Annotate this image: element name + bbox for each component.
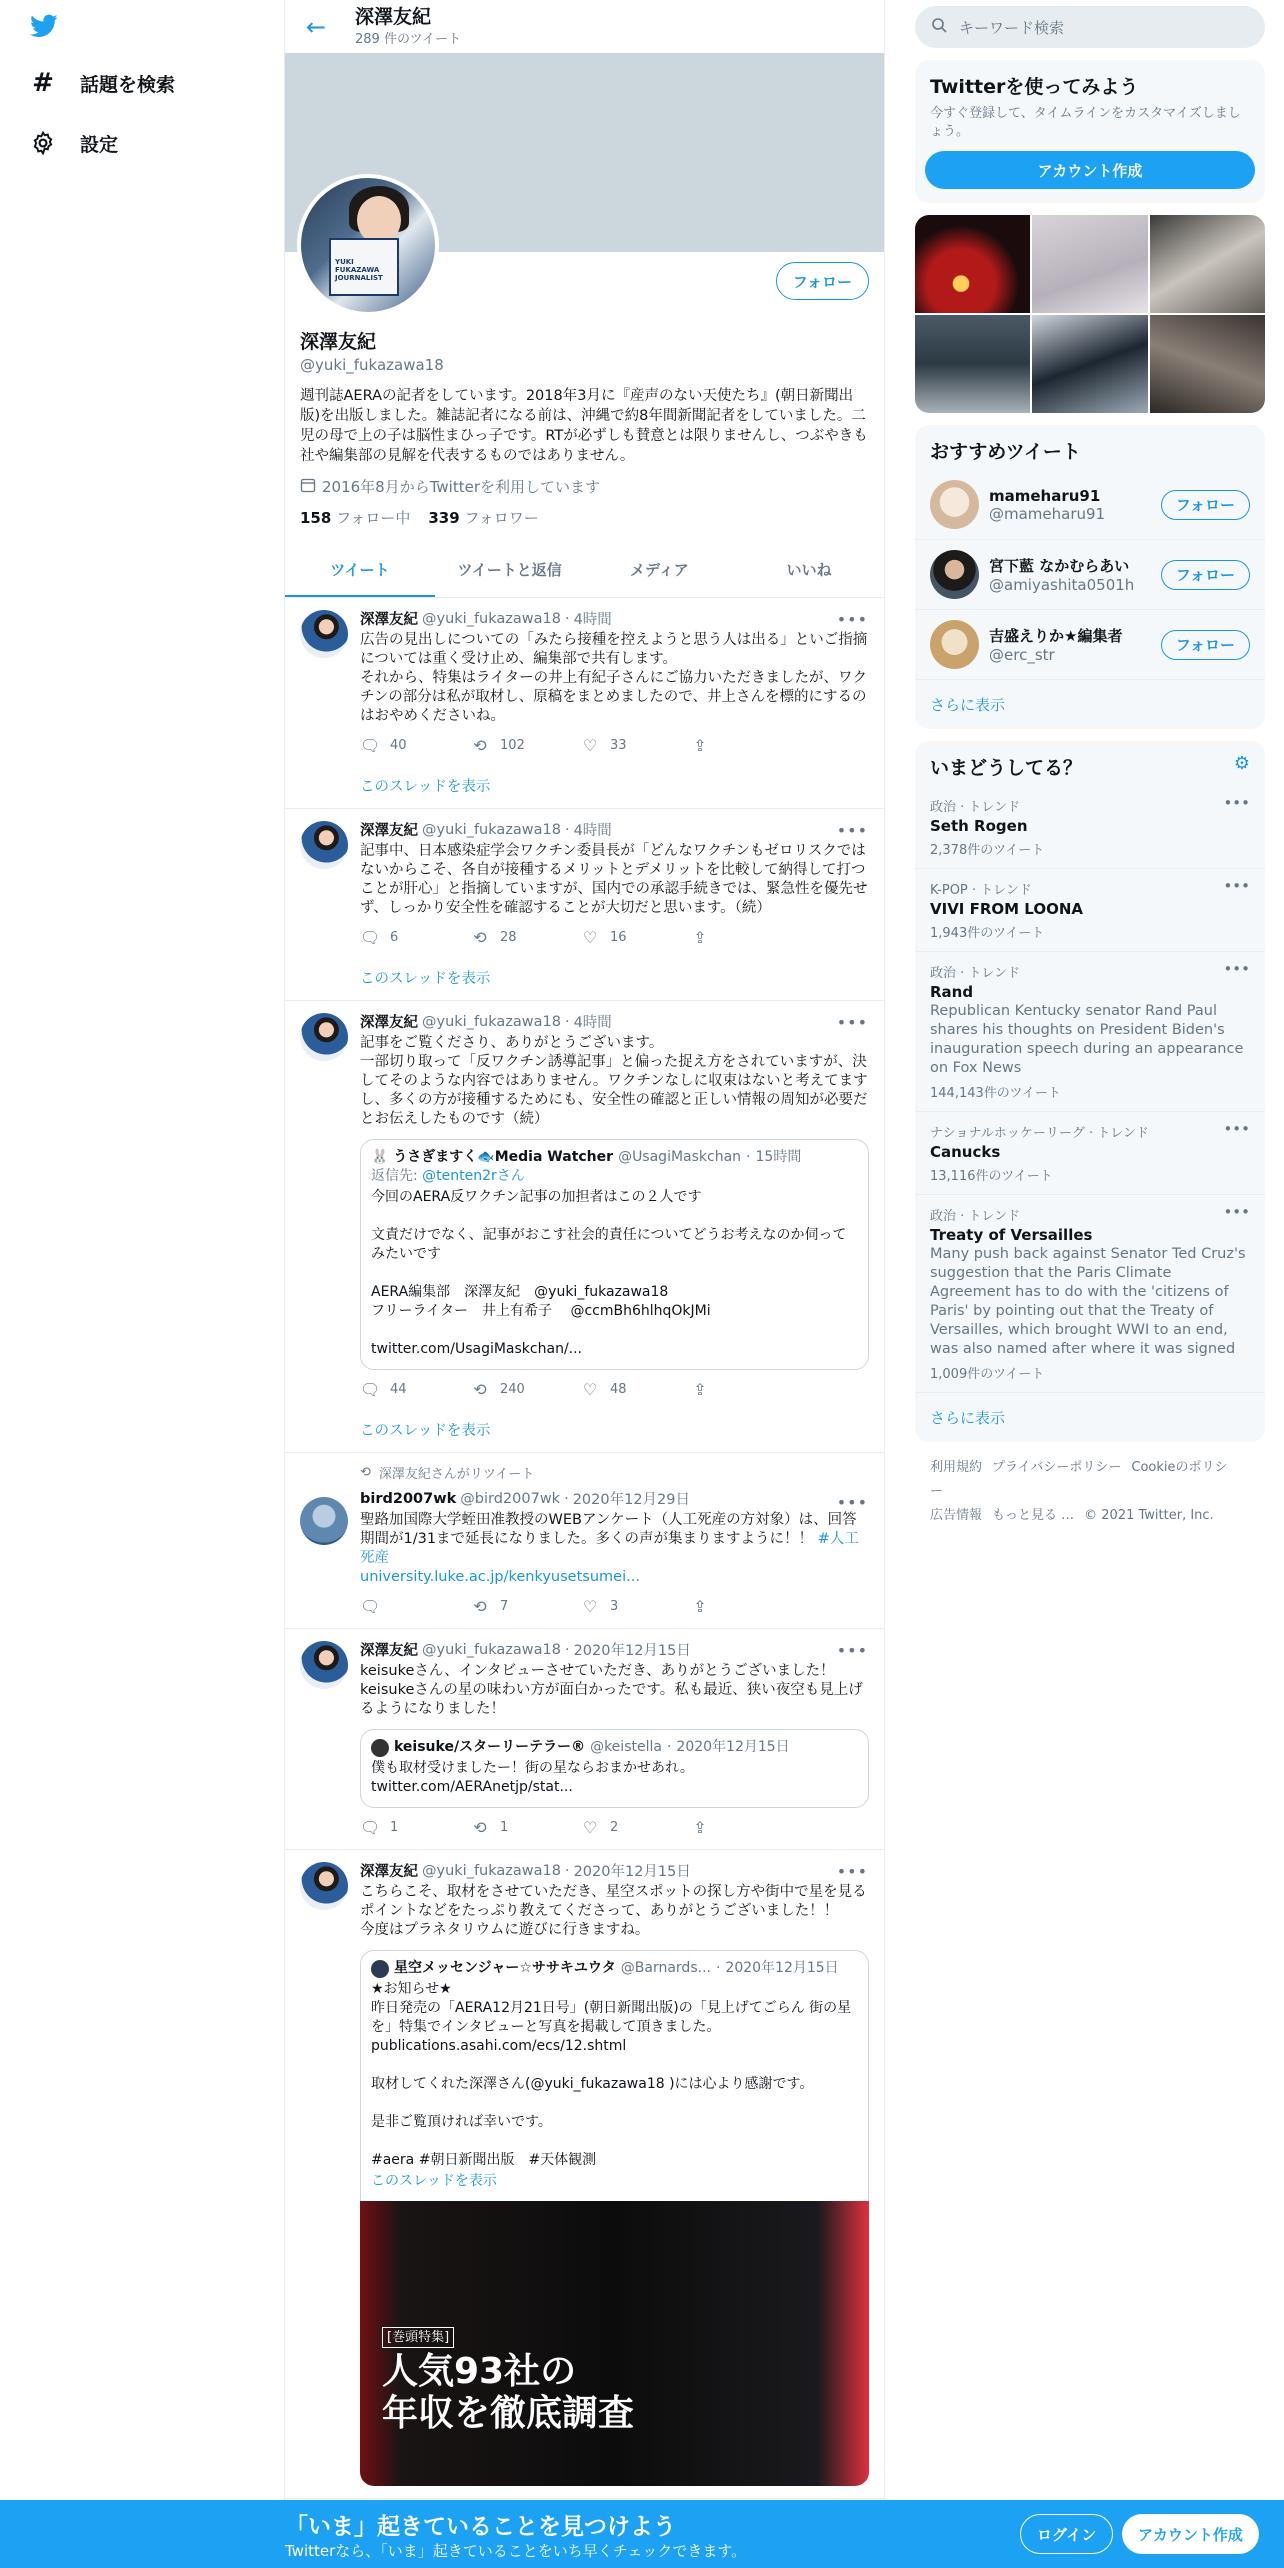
footer-copyright: © 2021 Twitter, Inc. [1084,1508,1214,1523]
profile-name: 深澤友紀 [300,331,377,353]
avatar [930,620,979,669]
profile-counts [300,507,869,528]
like-button[interactable] [580,1380,690,1399]
tweet-actions [360,1597,800,1616]
reply-icon: 🗨 [360,1818,381,1837]
trends-title [915,741,1265,786]
share-button[interactable] [690,736,800,755]
tweet[interactable]: 深澤友紀 @yuki_fukazawa18 · 4時間 ••• 記事中、日本感染症学会ワクチン委員長が「どんなワクチンもゼロリスクではないからこそ、各自が接種するメリットとデメリットを比較して納得して打つことが肝心」と指摘していますが、国内での承認手続きでは、緊急性を優先せず、しっかり安全性を確認することが大切だと思います。（続） 🗨 6 ⟲ 28 ♡ 16 ⇪ このスレッドを表示 [285,809,884,1001]
trends-module [915,741,1265,1442]
media-thumb[interactable] [915,315,1030,413]
reply-button[interactable] [360,1597,470,1616]
like-button[interactable] [580,736,690,755]
tweet-author-handle[interactable]: @yuki_fukazawa18 [422,1013,561,1030]
share-button[interactable] [690,1380,800,1399]
quote-media-image[interactable] [360,2201,869,2486]
follow-suggestion[interactable] [915,609,1265,679]
more-icon[interactable]: ••• [1223,1120,1250,1138]
twitter-logo-icon[interactable] [28,12,64,42]
trend-count: 2,378件のツイート [930,843,1045,858]
trend-count: 1,009件のツイート [930,1367,1045,1382]
more-icon[interactable]: ••• [1223,794,1250,812]
nav-settings[interactable] [28,128,118,158]
more-icon[interactable]: ••• [1223,877,1250,895]
retweet-icon: ⟲ [473,1818,487,1837]
tab-media[interactable]: メディア [629,561,689,579]
tweet-time[interactable]: 4時間 [573,823,612,839]
retweet-note-text: 深澤友紀さんがリツイート [378,1467,535,1482]
avatar[interactable] [300,1013,348,1061]
tweet-time[interactable]: 2020年12月15日 [573,1864,691,1880]
nav-explore-label: 話題を検索 [80,73,176,96]
quote-author-name: 🐰 うさぎますく🐟Media Watcher [371,1149,614,1165]
left-navigation [0,0,284,2568]
quote-text: 僕も取材受けましたー！街の星ならおまかせあれ。 twitter.com/AERAnetjp/stat... [371,1760,694,1795]
tweet[interactable]: 深澤友紀 @yuki_fukazawa18 · 4時間 ••• 記事をご覧くださり、ありがとうございます。 一部切り取って「反ワクチン誘導記事」と偏った捉え方をされていますが、決してそのような内容ではありません。ワクチンなしに収束はないと考えてますし、多くの方が接種するためにも、安全性の確認と正しい情報の周知が必要だとお伝えしたものです（続） 🐰 うさぎますく🐟Media Watcher @UsagiMaskchan · 15時間 返信先: @tenten2rさん 今回のAERA反ワクチン記事の加担者はこの２人です 文責だけでなく、記事がおこす社会的責任についてどうお考えなのか伺ってみたいです AERA編集部 深澤友紀 @yuki_fukazawa18 フリーライター 井上有希子 @ccmBh6hlhqOkJMi twitter.com/UsagiMaskchan/... 🗨 44 ⟲ 240 ♡ 48 ⇪ このスレッドを表示 [285,1001,884,1453]
signup-subtitle: 今すぐ登録して、タイムラインをカスタマイズしましょう。 [930,106,1241,139]
quoted-tweet[interactable]: 🐰 うさぎますく🐟Media Watcher @UsagiMaskchan · 15時間 返信先: @tenten2rさん 今回のAERA反ワクチン記事の加担者はこの２人です 文責だけでなく、記事がおこす社会的責任についてどうお考えなのか伺ってみたいです AERA編集部 深澤友紀 @yuki_fukazawa18 フリーライター 井上有希子 @ccmBh6hlhqOkJMi twitter.com/UsagiMaskchan/... [360,1139,869,1370]
quote-time: 15時間 [755,1149,802,1165]
follow-suggestion[interactable] [915,539,1265,609]
tweet-author-name[interactable]: 深澤友紀 [360,1643,418,1659]
gear-icon [28,128,58,158]
avatar-card: YUKI FUKAZAWA JOURNALIST [329,238,399,296]
show-thread-link[interactable]: このスレッドを表示 [360,779,491,795]
media-thumb[interactable] [1150,315,1265,413]
bottom-bar-subtitle: Twitterなら、「いま」起きていることをいち早くチェックできます。 [285,2542,747,2560]
header-tweet-count: 289 件のツイート [355,32,462,47]
retweet-count: 102 [500,738,525,753]
gear-icon[interactable]: ⚙ [1233,753,1250,774]
quote-avatar [371,1739,389,1757]
tweet-time[interactable]: 4時間 [573,1015,612,1031]
who-to-follow [915,425,1265,729]
followers-label: フォロワー [464,509,539,527]
profile-avatar[interactable] [297,174,439,316]
avatar[interactable] [300,1862,348,1910]
like-count: 3 [610,1599,619,1614]
trend-name: Seth Rogen [930,817,1028,835]
follow-button[interactable]: フォロー [1161,560,1250,590]
quote-show-thread[interactable]: このスレッドを表示 [371,2173,497,2189]
nav-explore[interactable] [28,68,175,98]
reply-count: 44 [390,1382,407,1397]
trend-count: 1,943件のツイート [930,926,1045,941]
tab-tweets-replies[interactable]: ツイートと返信 [457,561,562,579]
profile-joined-text: 2016年8月からTwitterを利用しています [322,478,600,496]
tweet-text: こちらこそ、取材をさせていただき、星空スポットの探し方や街中で星を見るポイントなどをたっぷり教えてくださって、ありがとうございました！！ 今度はプラネタリウムに遊びに行きますね。 [360,1884,867,1938]
heart-icon: ♡ [582,1380,598,1399]
retweet-count: 240 [500,1382,525,1397]
retweet-button[interactable] [470,736,580,755]
quote-author-handle: @keistella [590,1739,662,1755]
tweet-author-handle[interactable]: @yuki_fukazawa18 [422,610,561,627]
profile-section [285,252,884,528]
suggestion-handle: @amiyashita0501h [989,576,1135,594]
profile-handle: @yuki_fukazawa18 [300,356,444,374]
retweet-button[interactable] [470,1597,580,1616]
more-icon[interactable]: ••• [836,610,868,629]
reply-button[interactable] [360,1380,470,1399]
suggestion-name: 吉盛えりか★編集者 [989,627,1123,645]
quoted-tweet[interactable]: 星空メッセンジャー☆ササキユウタ @Barnards... · 2020年12月15日 ★お知らせ★ 昨日発売の「AERA12月21日号」(朝日新聞出版)の「見上げてごらん 街の星を」特集でインタビューと写真を掲載して頂きました。 publications.asahi.com/ecs/12.shtml 取材してくれた深澤さん(@yuki_fukazawa18 )には心より感謝です。 是非ご覧頂ければ幸いです。 #aera #朝日新聞出版 #天体観測 このスレッドを表示 [巻頭特集] 人気93社の 年収を徹底調査 [360,1950,869,2486]
trend-context: 政治 · トレンド [930,1209,1021,1224]
bottom-bar-title: 「いま」起きていることを見つけよう [285,2514,676,2540]
quote-avatar [371,1960,389,1978]
avatar [930,480,979,529]
profile-tabs [285,544,884,598]
share-icon: ⇪ [693,736,707,755]
tweet[interactable]: 深澤友紀 @yuki_fukazawa18 · 4時間 ••• 広告の見出しについての「みたら接種を控えようと思う人は出る」といご指摘については重く受け止め、編集部で共有します。 それから、特集はライターの井上有紀子さんにご協力いただきましたが、ワクチンの部分は私が取材し、原稿をまとめましたので、井上さんを標的にするのはおやめくださいね。 🗨 40 ⟲ 102 ♡ 33 ⇪ このスレッドを表示 [285,598,884,809]
following-label: フォロー中 [336,509,411,527]
trend-name: Rand [930,983,974,1001]
reply-count: 1 [390,1820,399,1835]
quote-text: 今回のAERA反ワクチン記事の加担者はこの２人です 文責だけでなく、記事がおこす社会的責任についてどうお考えなのか伺ってみたいです AERA編集部 深澤友紀 @yuki_fukazawa18 フリーライター 井上有希子 @ccmBh6hlhqOkJMi twitter.com/UsagiMaskchan/... [371,1189,847,1357]
following-link[interactable] [300,507,410,528]
trend-description: Republican Kentucky senator Rand Paul shares his thoughts on President Biden's inauguration speech during an appearance on Fox News [930,1003,1244,1076]
show-thread-link[interactable]: このスレッドを表示 [360,971,491,987]
suggestion-name: 宮下藍 なかむらあい [989,557,1130,575]
tweet-time[interactable]: 2020年12月15日 [573,1643,691,1659]
quote-author-name: keisuke/スターリーテラー® [394,1739,586,1755]
profile-header-bar [285,0,884,53]
reply-count: 40 [390,738,407,753]
main-column [284,0,885,2568]
trend-count: 13,116件のツイート [930,1169,1053,1184]
tweet[interactable]: 深澤友紀 @yuki_fukazawa18 · 2020年12月15日 ••• keisukeさん、インタビューさせていただき、ありがとうございました！keisukeさんの星の味わい方が面白かったです。私も最近、狭い夜空も見上げるようになりました！ keisuke/スターリーテラー® @keistella · 2020年12月15日 僕も取材受けましたー！街の星ならおまかせあれ。 twitter.com/AERAnetjp/stat... 🗨 1 ⟲ 1 ♡ 2 ⇪ [285,1629,884,1850]
quote-author-handle: @UsagiMaskchan [618,1149,742,1165]
nav-settings-label: 設定 [80,133,119,156]
avatar[interactable] [300,610,348,658]
tweet-actions [360,736,800,755]
tweet-author-handle[interactable]: @yuki_fukazawa18 [422,1641,561,1658]
quote-author-handle: @Barnards... [620,1960,711,1976]
reply-icon: 🗨 [360,736,381,755]
retweet-icon: ⟲ [473,1380,487,1399]
media-headline: 人気93社の 年収を徹底調査 [382,2351,635,2434]
trend-name: Treaty of Versailles [930,1226,1093,1244]
like-button[interactable] [580,1597,690,1616]
more-icon[interactable]: ••• [836,1013,868,1032]
retweet-icon: ⟲ [360,1465,371,1480]
tweet-author-name[interactable]: 深澤友紀 [360,1015,418,1031]
retweet-count: 7 [500,1599,509,1614]
trend-description: Many push back against Senator Ted Cruz's suggestion that the Paris Climate Agreement has to do with the 'citizens of Paris' by pointing out that the Treaty of Versailles, which brought WWI to an end, was also named after where it was signed [930,1246,1246,1357]
reply-icon: 🗨 [360,1380,381,1399]
trend-context: 政治 · トレンド [930,800,1021,815]
tweet-text [360,1511,869,1587]
like-count: 48 [610,1382,627,1397]
tweet[interactable]: ⟲ 深澤友紀さんがリツイート bird2007wk @bird2007wk · 2020年12月29日 ••• 聖路加国際大学蛭田准教授のWEBアンケート（人工死産の方対象）は、回答期間が1/31まで延長になりました。多くの声が集まりますように！！ #人工死産 university.luke.ac.jp/kenkyusetsumei... 🗨 ⟲ 7 ♡ 3 ⇪ [285,1453,884,1629]
follow-suggestion[interactable] [915,470,1265,539]
quote-time: 2020年12月15日 [676,1739,790,1755]
tweet-actions [360,1818,800,1837]
footer-link-ads[interactable]: 広告情報 [930,1508,983,1523]
tweet-time[interactable]: 2020年12月29日 [572,1492,691,1508]
suggestion-handle: @erc_str [989,646,1055,664]
reply-count: 6 [390,930,399,945]
retweet-button[interactable] [470,1380,580,1399]
footer-link-privacy[interactable]: プライバシーポリシー [992,1460,1122,1475]
like-count: 16 [610,930,627,945]
more-icon[interactable]: ••• [836,1862,868,1881]
quote-author-name: 星空メッセンジャー☆ササキユウタ [394,1960,616,1976]
header-name: 深澤友紀 [355,6,432,28]
trends-title-text: いまどうしてる？ [930,757,1083,779]
avatar [930,550,979,599]
avatar[interactable] [300,1641,348,1689]
tweet-text: keisukeさん、インタビューさせていただき、ありがとうございました！keisukeさんの星の味わい方が面白かったです。私も最近、狭い夜空も見上げるようになりました！ [360,1663,863,1717]
media-tag: [巻頭特集] [382,2327,454,2348]
quote-text: ★お知らせ★ 昨日発売の「AERA12月21日号」(朝日新聞出版)の「見上げてごらん 街の星を」特集でインタビューと写真を掲載して頂きました。 publications.asahi.com/ecs/12.shtml 取材してくれた深澤さん(@yuki_fukazawa18 )には心より感謝です。 是非ご覧頂ければ幸いです。 #aera #朝日新聞出版 #天体観測 [371,1981,852,2168]
footer-link-terms[interactable]: 利用規約 [930,1460,983,1475]
tweet-text: 記事中、日本感染症学会ワクチン委員長が「どんなワクチンもゼロリスクではないからこそ、各自が接種するメリットとデメリットを比較して納得して打つことが肝心」と指摘していますが、国内での承認手続きでは、緊急性を優先せず、しっかり安全性を確認することが大切だと思います。（続） [360,843,868,916]
heart-icon: ♡ [582,736,598,755]
hashtag-link[interactable]: #人工死産 [360,1531,859,1566]
like-count: 2 [610,1820,619,1835]
search-box[interactable] [915,6,1265,48]
like-button[interactable] [580,928,690,947]
follow-button[interactable]: フォロー [1161,490,1250,520]
profile-follow-button[interactable]: フォロー [776,262,869,300]
reply-icon: 🗨 [360,1597,381,1616]
login-button[interactable]: ログイン [1020,2514,1113,2554]
heart-icon: ♡ [582,1597,598,1616]
profile-bio: 週刊誌AERAの記者をしています。2018年3月に『産声のない天使たち』(朝日新聞出版)を出版しました。雑誌記者になる前は、沖縄で約8年間新聞記者をしていました。二児の母で上の子は脳性まひっ子です。RTが必ずしも賛意とは限りませんし、つぶやきも社や編集部の見解を代表するものではありません。 [300,388,868,464]
profile-joined [300,476,869,497]
tweet[interactable]: 深澤友紀 @yuki_fukazawa18 · 2020年12月15日 ••• こちらこそ、取材をさせていただき、星空スポットの探し方や街中で星を見るポイントなどをたっぷり教えてくださって、ありがとうございました！！ 今度はプラネタリウムに遊びに行きますね。 星空メッセンジャー☆ササキユウタ @Barnards... · 2020年12月15日 ★お知らせ★ 昨日発売の「AERA12月21日号」(朝日新聞出版)の「見上げてごらん 街の星を」特集でインタビューと写真を掲載して頂きました。 publications.asahi.com/ecs/12.shtml 取材してくれた深澤さん(@yuki_fukazawa18 )には心より感謝です。 是非ご覧頂ければ幸いです。 #aera #朝日新聞出版 #天体観測 このスレッドを表示 [巻頭特集] 人気93社の 年収を徹底調査 [285,1850,884,2499]
reply-button[interactable] [360,736,470,755]
retweet-button[interactable] [470,1818,580,1837]
share-icon: ⇪ [693,1818,707,1837]
suggestion-name: mameharu91 [989,486,1101,505]
retweet-icon: ⟲ [473,928,487,947]
trend-item[interactable] [915,1111,1265,1194]
share-icon: ⇪ [693,1597,707,1616]
tweet-author-handle[interactable]: @yuki_fukazawa18 [422,821,561,838]
share-button[interactable] [690,1597,800,1616]
tab-tweets[interactable]: ツイート [285,544,435,597]
tweet-actions [360,1380,800,1399]
signup-title: Twitterを使ってみよう [930,76,1139,98]
tweet-text: 広告の見出しについての「みたら接種を控えようと思う人は出る」といご指摘については重く受け止め、編集部で共有します。 それから、特集はライターの井上有紀子さんにご協力いただきましたが、ワクチンの部分は私が取材し、原稿をまとめましたので、井上さんを標的にするのはおやめくださいね。 [360,632,868,724]
heart-icon: ♡ [582,1818,598,1837]
reply-to-label: 返信先: [371,1168,418,1184]
suggestion-handle: @mameharu91 [989,504,1106,523]
media-thumb[interactable] [1032,215,1147,313]
tweet-author-handle[interactable]: @bird2007wk [460,1490,561,1507]
trend-item[interactable] [915,868,1265,951]
following-count: 158 [300,509,332,527]
right-sidebar [915,0,1265,1542]
tweet-text: 記事をご覧くださり、ありがとうございます。 一部切り取って「反ワクチン誘導記事」と偏った捉え方をされていますが、決してそのような内容ではありません。ワクチンなしに収束はないと考えてますし、多くの方が接種するためにも、安全性の確認と正しい情報の周知が必要だとお伝えしたものです（続） [360,1035,868,1127]
tab-likes[interactable]: いいね [786,561,832,579]
more-icon[interactable]: ••• [836,1493,868,1512]
share-button[interactable] [690,928,800,947]
more-icon[interactable]: ••• [836,821,868,840]
like-button[interactable] [580,1818,690,1837]
media-thumb[interactable] [1032,315,1147,413]
reply-icon: 🗨 [360,928,381,947]
search-icon [931,17,947,37]
url-link[interactable]: university.luke.ac.jp/kenkyusetsumei... [360,1569,640,1585]
retweet-count: 1 [500,1820,509,1835]
more-icon[interactable]: ••• [1223,960,1250,978]
retweet-icon: ⟲ [473,1597,487,1616]
retweet-count: 28 [500,930,517,945]
avatar[interactable] [300,1497,348,1545]
quoted-tweet[interactable]: keisuke/スターリーテラー® @keistella · 2020年12月15日 僕も取材受けましたー！街の星ならおまかせあれ。 twitter.com/AERAnetjp/stat... [360,1729,869,1808]
quote-reply-to [371,1167,858,1186]
heart-icon: ♡ [582,928,598,947]
search-input[interactable]: キーワード検索 [959,18,1065,37]
share-button[interactable] [690,1818,800,1837]
tweet-author-name[interactable]: 深澤友紀 [360,1864,418,1880]
retweet-icon: ⟲ [473,736,487,755]
like-count: 33 [610,738,627,753]
tweet-actions [360,928,800,947]
reply-button[interactable] [360,1818,470,1837]
reply-to-handle: @tenten2rさん [422,1168,525,1184]
trend-item[interactable] [915,951,1265,1111]
footer-link-more[interactable]: もっと見る … [992,1508,1075,1523]
more-icon[interactable]: ••• [1223,1203,1250,1221]
sidebar-footer [915,1442,1265,1542]
footer-link-cookies[interactable]: Cookieのポリシー [930,1460,1228,1499]
who-to-follow-title: おすすめツイート [930,441,1081,463]
share-icon: ⇪ [693,1380,707,1399]
trend-item[interactable] [915,786,1265,868]
calendar-icon [300,477,316,497]
show-more-link[interactable]: さらに表示 [915,679,1265,729]
quote-time: 2020年12月15日 [725,1960,839,1976]
trend-name: VIVI FROM LOONA [930,900,1083,918]
tweet-author-name[interactable]: 深澤友紀 [360,612,418,628]
bottom-signup-button[interactable]: アカウント作成 [1122,2514,1259,2554]
show-thread-link[interactable]: このスレッドを表示 [360,1423,491,1439]
tweet-time[interactable]: 4時間 [573,612,612,628]
tweet-author-name[interactable]: 深澤友紀 [360,823,418,839]
create-account-button[interactable]: アカウント作成 [925,151,1255,189]
trend-count: 144,143件のツイート [930,1086,1061,1101]
avatar[interactable] [300,821,348,869]
retweet-button[interactable] [470,928,580,947]
share-icon: ⇪ [693,928,707,947]
tweet-author-handle[interactable]: @yuki_fukazawa18 [422,1862,561,1879]
tweet-text-body: 聖路加国際大学蛭田准教授のWEBアンケート（人工死産の方対象）は、回答期間が1/31まで延長になりました。多くの声が集まりますように！！ [360,1512,857,1547]
reply-button[interactable] [360,928,470,947]
trend-context: 政治 · トレンド [930,966,1021,981]
tweet-author-name[interactable]: bird2007wk [360,1490,457,1507]
show-more-link[interactable]: さらに表示 [915,1392,1265,1442]
trend-context: K-POP · トレンド [930,883,1032,898]
more-icon[interactable]: ••• [836,1641,868,1660]
hashtag-icon: # [32,68,54,98]
media-grid [915,215,1265,413]
trend-item[interactable] [915,1194,1265,1392]
trend-context: ナショナルホッケーリーグ · トレンド [930,1126,1149,1141]
follow-button[interactable]: フォロー [1161,630,1250,660]
signup-module [915,60,1265,203]
followers-count: 339 [428,509,460,527]
bottom-signup-bar [0,2500,1284,2568]
media-thumb[interactable] [1150,215,1265,313]
back-arrow-icon[interactable]: ← [305,12,327,41]
trend-name: Canucks [930,1143,1001,1161]
retweet-note [360,1463,869,1482]
media-thumb[interactable] [915,215,1030,313]
followers-link[interactable] [428,507,538,528]
